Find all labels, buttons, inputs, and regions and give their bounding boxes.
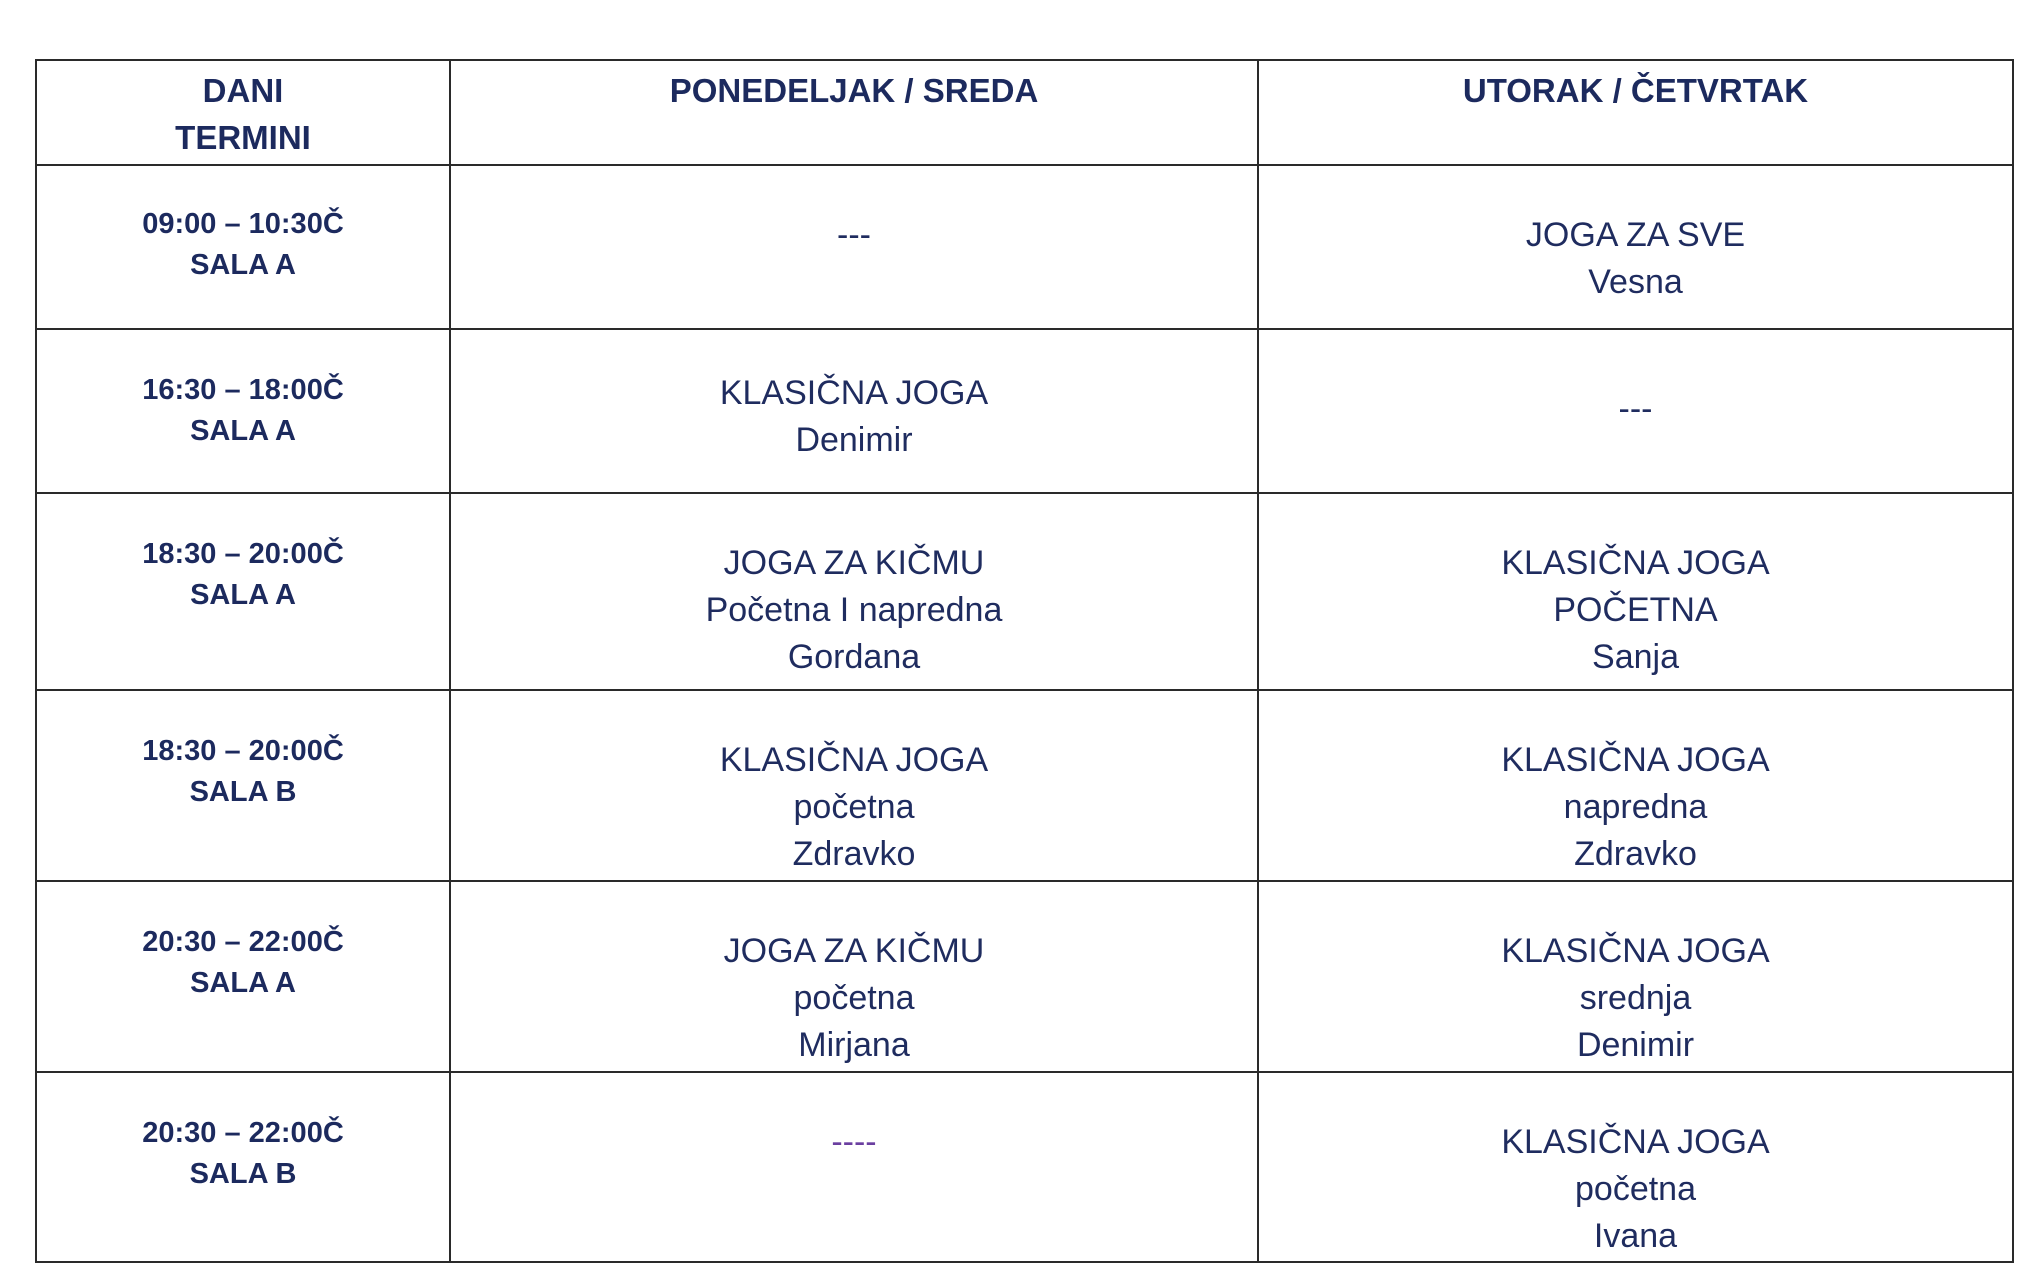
- time-range: 20:30 – 22:00Č: [142, 926, 344, 958]
- time-slot-cell: [36, 881, 450, 1072]
- instructor-name: Mirjana: [798, 1026, 910, 1064]
- class-line: ----: [831, 1123, 877, 1161]
- class-cell-mw: [450, 690, 1258, 881]
- header-days-label: DANI: [202, 72, 284, 109]
- class-level: POČETNA: [1553, 591, 1718, 629]
- instructor-name: Ivana: [1593, 1217, 1678, 1255]
- time-slot-cell: [36, 329, 450, 493]
- class-cell-tt: [1258, 165, 2013, 329]
- class-name: KLASIČNA JOGA: [719, 374, 989, 412]
- time-range: 09:00 – 10:30Č: [142, 208, 344, 240]
- class-line: ---: [1618, 390, 1653, 428]
- instructor-name: Gordana: [787, 638, 921, 676]
- table-row: [36, 690, 2013, 881]
- table-row: [36, 493, 2013, 690]
- class-cell-tt: [1258, 690, 2013, 881]
- class-name: KLASIČNA JOGA: [1501, 1123, 1770, 1161]
- time-slot-cell: [36, 165, 450, 329]
- room-label: SALA A: [190, 579, 296, 611]
- time-range: 18:30 – 20:00Č: [142, 538, 344, 570]
- class-cell-mw: [450, 165, 1258, 329]
- class-name: KLASIČNA JOGA: [1501, 932, 1770, 970]
- class-name: JOGA ZA SVE: [1525, 216, 1746, 254]
- class-cell-mw: [450, 329, 1258, 493]
- table-row: [36, 881, 2013, 1072]
- class-cell-mw: [450, 493, 1258, 690]
- class-name: KLASIČNA JOGA: [1501, 544, 1770, 582]
- class-cell-tt: [1258, 493, 2013, 690]
- class-cell-tt: [1258, 1072, 2013, 1262]
- class-level: početna: [793, 979, 915, 1017]
- instructor-name: Denimir: [795, 421, 913, 459]
- header-days-times: [36, 60, 450, 165]
- table-row: [36, 1072, 2013, 1262]
- class-level: Početna I napredna: [705, 591, 1003, 629]
- header-monday-wednesday: PONEDELJAK / SREDA: [450, 60, 1258, 165]
- class-level: početna: [793, 788, 915, 826]
- yoga-schedule-table: [35, 59, 2014, 1263]
- time-range: 20:30 – 22:00Č: [142, 1117, 344, 1149]
- class-name: JOGA ZA KIČMU: [723, 932, 985, 970]
- instructor-name: Sanja: [1592, 638, 1679, 676]
- time-range: 16:30 – 18:00Č: [142, 374, 344, 406]
- time-slot-cell: [36, 493, 450, 690]
- room-label: SALA B: [189, 776, 297, 808]
- instructor-name: Zdravko: [792, 835, 916, 873]
- instructor-name: Denimir: [1576, 1026, 1695, 1064]
- instructor-name: Zdravko: [1574, 835, 1697, 873]
- room-label: SALA B: [189, 1158, 297, 1190]
- header-tuesday-thursday: UTORAK / ČETVRTAK: [1258, 60, 2013, 165]
- class-name: JOGA ZA KIČMU: [723, 544, 985, 582]
- table-row: [36, 329, 2013, 493]
- class-cell-tt: [1258, 329, 2013, 493]
- class-cell-tt: [1258, 881, 2013, 1072]
- class-level: srednja: [1579, 979, 1692, 1017]
- table-row: [36, 165, 2013, 329]
- room-label: SALA A: [190, 249, 296, 281]
- room-label: SALA A: [190, 967, 296, 999]
- time-range: 18:30 – 20:00Č: [142, 735, 344, 767]
- class-cell-mw: [450, 881, 1258, 1072]
- class-level: napredna: [1563, 788, 1708, 826]
- room-label: SALA A: [190, 415, 296, 447]
- header-row: [36, 60, 2013, 165]
- class-cell-mw: [450, 1072, 1258, 1262]
- class-name: KLASIČNA JOGA: [719, 741, 989, 779]
- instructor-name: Vesna: [1588, 263, 1683, 301]
- class-line: ---: [837, 216, 871, 254]
- header-times-label: TERMINI: [175, 119, 311, 156]
- class-level: početna: [1575, 1170, 1696, 1208]
- class-name: KLASIČNA JOGA: [1501, 741, 1770, 779]
- time-slot-cell: [36, 690, 450, 881]
- time-slot-cell: [36, 1072, 450, 1262]
